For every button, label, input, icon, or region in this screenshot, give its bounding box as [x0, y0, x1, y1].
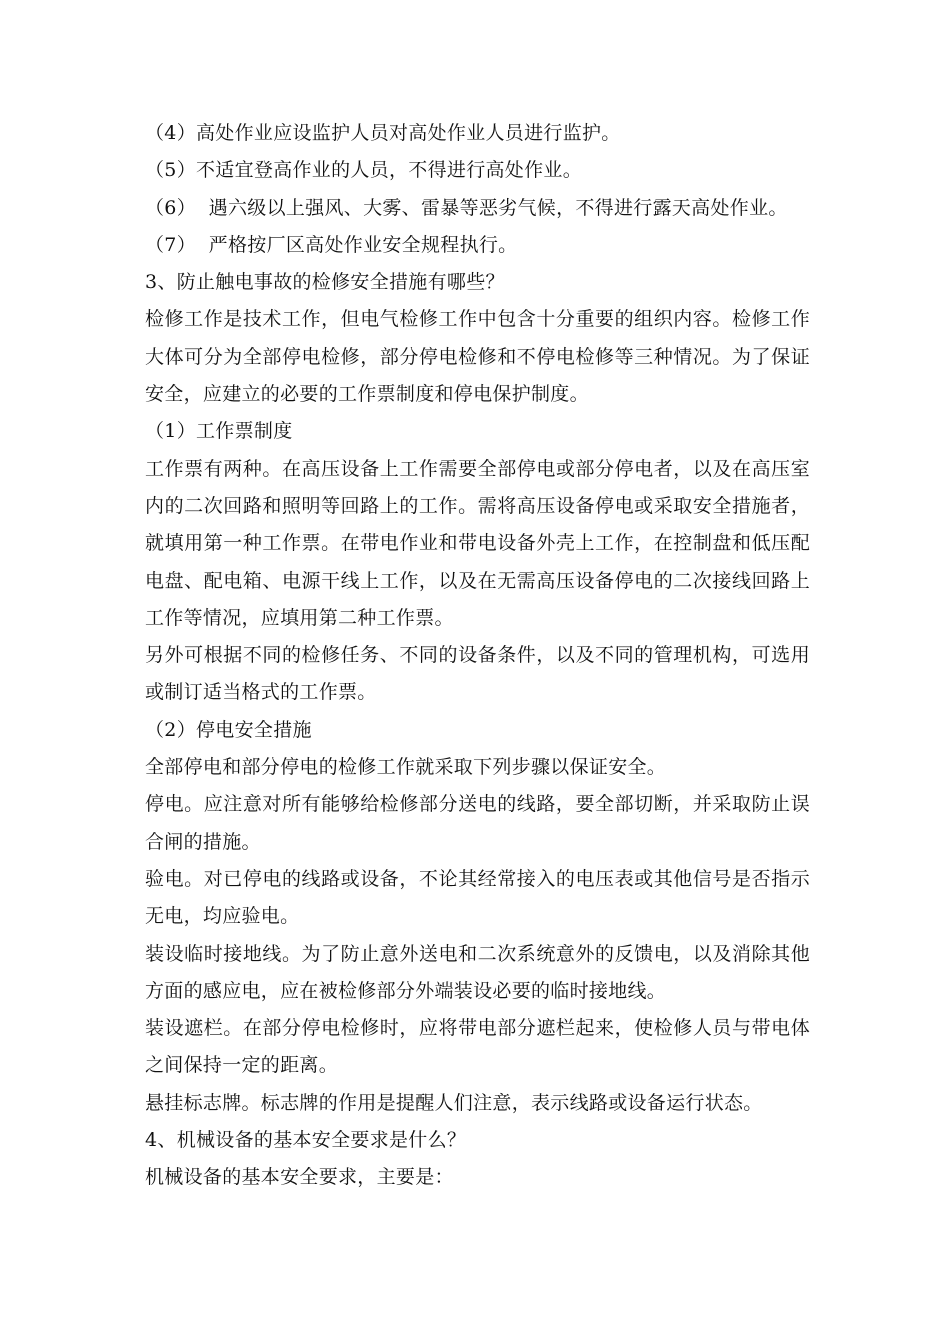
subheading-work-ticket: （1）工作票制度 — [145, 420, 293, 443]
body-paragraph: 工作票有两种。在高压设备上工作需要全部停电或部分停电者，以及在高压室内的二次回路和照明等回路上的工作。需将高压设备停电或采取安全措施者，就填用第一种工作票。在带电作业和带电设备外壳上工作，在控制盘和低压配电盘、配电箱、电源干线上工作，以及在无需高压设备停电的二次接线回路上工作等情况，应填用第二种工作票。 — [145, 457, 810, 629]
list-item-5: （5）不适宜登高作业的人员，不得进行高处作业。 — [145, 159, 582, 182]
list-item-4: （4）高处作业应设监护人员对高处作业人员进行监护。 — [145, 122, 621, 144]
body-paragraph: 验电。对已停电的线路或设备，不论其经常接入的电压表或其他信号是否指示无电，均应验电。 — [145, 867, 810, 928]
list-item-6: （6） 遇六级以上强风、大雾、雷暴等恶劣气候，不得进行露天高处作业。 — [145, 196, 788, 219]
section-heading-4: 4、机械设备的基本安全要求是什么？ — [145, 1129, 467, 1152]
body-paragraph: 装设临时接地线。为了防止意外送电和二次系统意外的反馈电，以及消除其他方面的感应电，应在被检修部分外端装设必要的临时接地线。 — [145, 942, 810, 1002]
document-page — [145, 115, 810, 1197]
body-paragraph: 机械设备的基本安全要求，主要是： — [145, 1166, 454, 1189]
body-paragraph: 悬挂标志牌。标志牌的作用是提醒人们注意，表示线路或设备运行状态。 — [145, 1091, 763, 1114]
subheading-outage-measures: （2）停电安全措施 — [145, 718, 312, 741]
body-paragraph: 另外可根据不同的检修任务、不同的设备条件，以及不同的管理机构，可选用或制订适当格式的工作票。 — [145, 644, 810, 704]
list-item-7: （7） 严格按厂区高处作业安全规程执行。 — [145, 233, 518, 256]
body-paragraph: 装设遮栏。在部分停电检修时，应将带电部分遮栏起来，使检修人员与带电体之间保持一定的距离。 — [145, 1017, 810, 1077]
body-paragraph: 检修工作是技术工作，但电气检修工作中包含十分重要的组织内容。检修工作大体可分为全部停电检修，部分停电检修和不停电检修等三种情况。为了保证安全，应建立的必要的工作票制度和停电保护制度。 — [145, 308, 810, 406]
body-paragraph: 全部停电和部分停电的检修工作就采取下列步骤以保证安全。 — [145, 756, 667, 779]
body-paragraph: 停电。应注意对所有能够给检修部分送电的线路，要全部切断，并采取防止误合闸的措施。 — [145, 793, 810, 853]
section-heading-3: 3、防止触电事故的检修安全措施有哪些？ — [145, 271, 505, 294]
